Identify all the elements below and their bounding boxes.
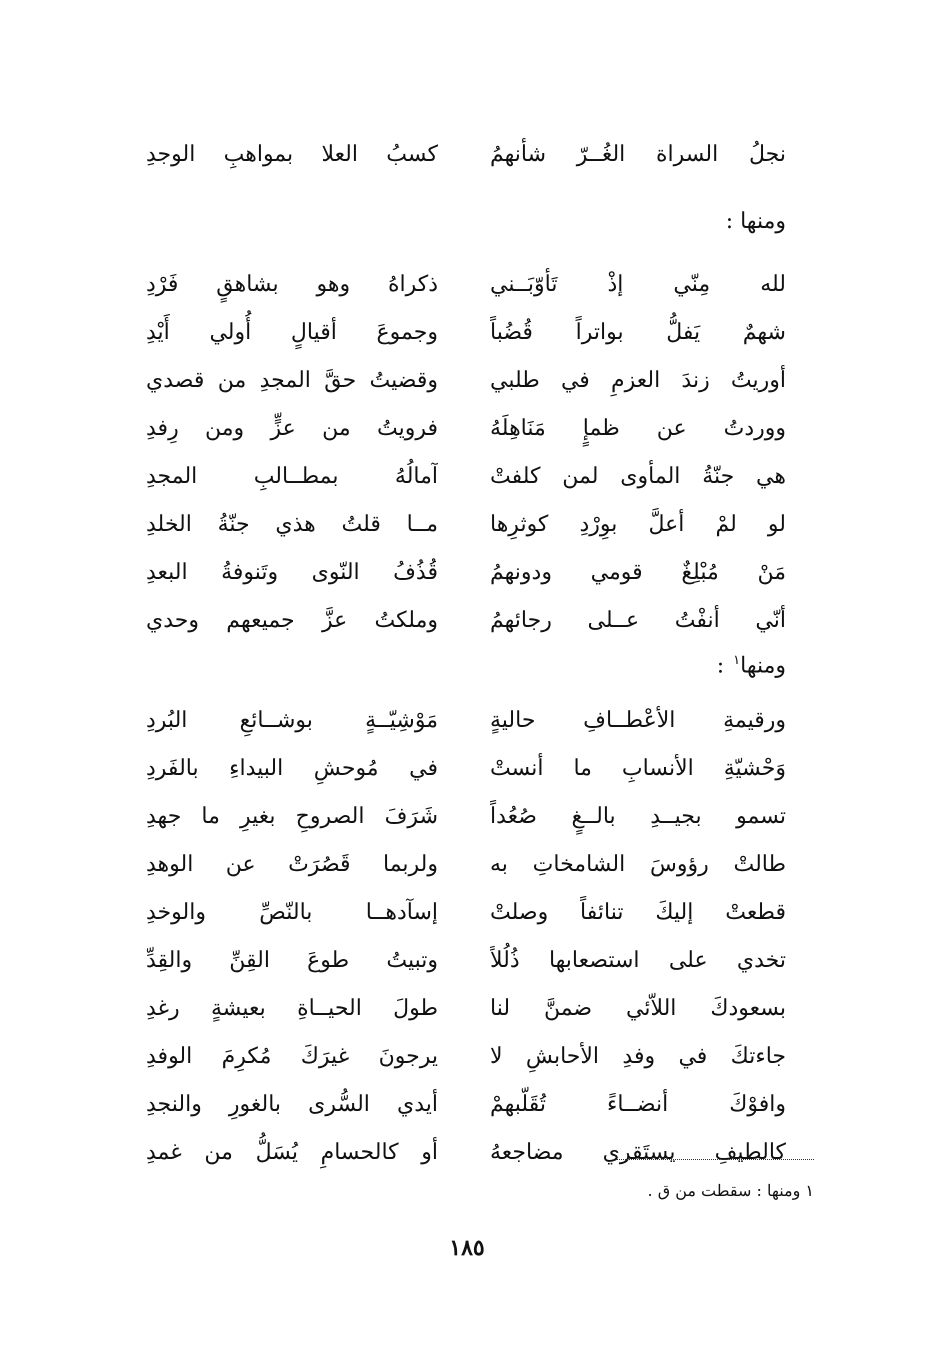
- first-hemistich: وافوْكَ أنضــاءً تُقَلّبهمْ: [490, 1092, 786, 1117]
- verse-line: [146, 745, 786, 793]
- verse-line: [146, 1033, 786, 1081]
- verse-line: [146, 889, 786, 937]
- first-hemistich: مَنْ مُبْلِغٌ قومي ودونهمُ: [490, 560, 786, 585]
- first-hemistich: كالطيفِ يستَقري مضاجعهُ: [490, 1140, 786, 1165]
- footnote-marker: ١: [733, 653, 741, 668]
- first-hemistich: قطعتْ إليكَ تنائفاً وصلتْ: [490, 900, 786, 925]
- second-hemistich: إسآدهــا بالنّصِّ والوخدِ: [146, 900, 438, 925]
- verse-line: [146, 793, 786, 841]
- second-hemistich: وملكتُ عزَّ جميعهم وحدي: [146, 608, 438, 633]
- verse-line: [146, 405, 786, 453]
- verse-line: [146, 937, 786, 985]
- verse-line: [146, 985, 786, 1033]
- second-hemistich: يرجونَ غيرَكَ مُكرِمَ الوفدِ: [146, 1044, 438, 1069]
- second-hemistich: آمالُهُ بمطــالبِ المجدِ: [146, 464, 438, 489]
- first-hemistich: تسمو بجيــدِ بالــغٍ صُعُداً: [490, 804, 786, 829]
- verse-line: [146, 697, 786, 745]
- verse-line: [146, 309, 786, 357]
- first-hemistich: تخدي على استصعابها ذُلُلاً: [490, 948, 786, 973]
- second-hemistich: طولَ الحيــاةِ بعيشةٍ رغدِ: [146, 996, 438, 1021]
- poem-section-2: [146, 697, 786, 1177]
- second-hemistich: أيدي السُّرى بالغورِ والنجدِ: [146, 1092, 438, 1117]
- second-hemistich: ولربما قَصُرَتْ عن الوهدِ: [146, 852, 438, 877]
- verse-line: [146, 597, 786, 645]
- verse-line: [146, 1129, 786, 1177]
- second-hemistich: كسبُ العلا بمواهبِ الوجدِ: [146, 142, 438, 167]
- verse-line: [146, 261, 786, 309]
- footnote: ١ ومنها : سقطت من ق .: [647, 1181, 814, 1200]
- first-hemistich: وَحْشيّةِ الأنسابِ ما أنستْ: [490, 756, 786, 781]
- verse-line: [146, 357, 786, 405]
- verse-line: [146, 841, 786, 889]
- first-hemistich: جاءتكَ في وفدِ الأحابشِ لا: [490, 1044, 786, 1069]
- opening-verse-block: [146, 131, 786, 179]
- footnote-divider: [616, 1159, 814, 1160]
- second-hemistich: قُذُفُ النّوى وتَنوفةُ البعدِ: [146, 560, 438, 585]
- poem-section-1: [146, 261, 786, 645]
- verse-line: [146, 1081, 786, 1129]
- first-hemistich: ورقيمةِ الأعْطــافِ حاليةٍ: [490, 708, 786, 733]
- section-heading: ومنها :: [725, 209, 786, 234]
- first-hemistich: هي جنّةُ المأوى لمن كلفتْ: [490, 464, 786, 489]
- second-hemistich: وجموعَ أقيالٍ أُولي أَيْدِ: [146, 320, 438, 345]
- first-hemistich: بسعودكَ اللاّئي ضمنَّ لنا: [490, 996, 786, 1021]
- second-hemistich: فرويتُ من عزٍّ ومن رِفدِ: [146, 416, 438, 441]
- second-hemistich: مــا قلتُ هذي جنّةُ الخلدِ: [146, 512, 438, 537]
- section-heading-colon: :: [716, 653, 732, 679]
- first-hemistich: طالتْ رؤوسَ الشامخاتِ به: [490, 852, 786, 877]
- first-hemistich: أوريتُ زندَ العزمِ في طلبي: [490, 368, 786, 393]
- second-hemistich: وتبيتُ طوعَ القِنِّ والقِدِّ: [146, 948, 438, 973]
- first-hemistich: لو لمْ أعلَّ بوِرْدِ كوثرِها: [490, 512, 786, 537]
- verse-line: [146, 453, 786, 501]
- first-hemistich: أنّي أنفْتُ عــلى رجائهمُ: [490, 608, 786, 633]
- verse-line: [146, 549, 786, 597]
- first-hemistich: لله مِنّي إذْ تَأوّبَــني: [490, 272, 786, 297]
- second-hemistich: مَوْشِيّــةٍ بوشــائعِ البُردِ: [146, 708, 438, 733]
- verse-line: [146, 131, 786, 179]
- section-heading: [717, 641, 786, 686]
- first-hemistich: نجلُ السراة الغُــرّ شأنهمُ: [490, 142, 786, 167]
- second-hemistich: ذكراهُ وهو بشاهقٍ فَرْدِ: [146, 272, 438, 297]
- section-heading-text: ومنها: [740, 653, 786, 679]
- verse-line: [146, 501, 786, 549]
- second-hemistich: وقضيتُ حقَّ المجدِ من قصدي: [146, 368, 438, 393]
- second-hemistich: أو كالحسامِ يُسَلُّ من غمدِ: [146, 1140, 438, 1165]
- first-hemistich: ووردتُ عن ظمإٍ مَنَاهِلَهُ: [490, 416, 786, 441]
- page-number: ١٨٥: [449, 1235, 485, 1261]
- first-hemistich: شهمٌ يَفلُّ بواتراً قُضُباً: [490, 320, 786, 345]
- second-hemistich: في مُوحشِ البيداءِ بالفَردِ: [146, 756, 438, 781]
- second-hemistich: شَرَفَ الصروحِ بغيرِ ما جهدِ: [146, 804, 438, 829]
